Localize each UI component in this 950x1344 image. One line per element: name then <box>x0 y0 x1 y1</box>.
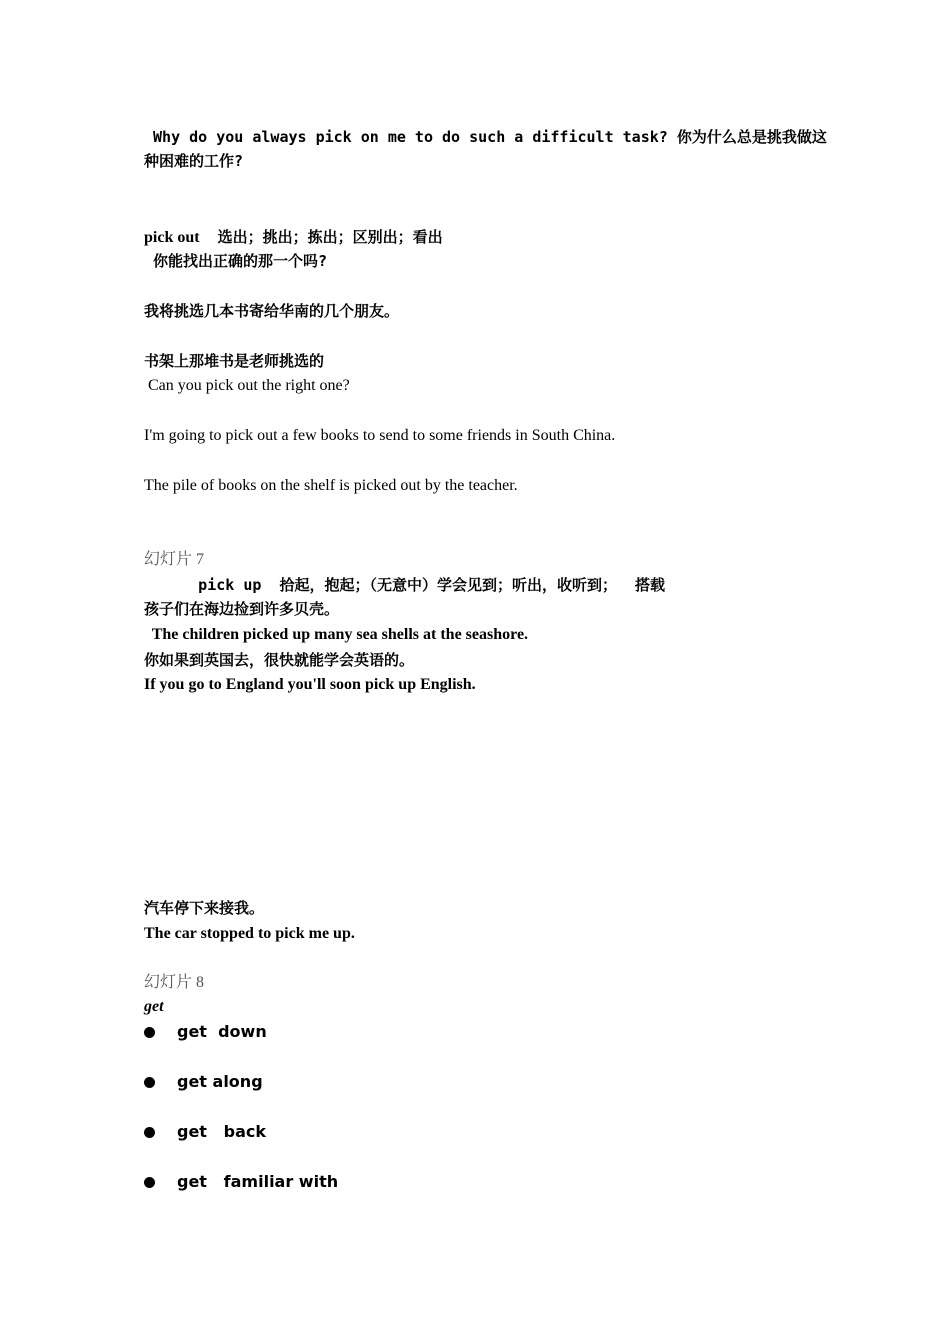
pick-up-example-cn-1: 孩子们在海边捡到许多贝壳。 <box>144 600 340 618</box>
pick-up-example-cn-2: 你如果到英国去，很快就能学会英语的。 <box>144 651 415 669</box>
bullet-label: get familiar with <box>177 1172 339 1191</box>
pick-up-example-en-1: The children picked up many sea shells at the seashore. <box>144 626 529 643</box>
bullet-label: get down <box>177 1022 267 1041</box>
sentence-why-pick-on-me-cont: 种困难的工作? <box>144 152 244 170</box>
slide-8-label: 幻灯片 8 <box>144 974 205 991</box>
bullet-icon <box>144 1027 155 1038</box>
sentence-why-pick-on-me: Why do you always pick on me to do such a difficult task? 你为什么总是挑我做这 <box>144 128 827 146</box>
example-cn-2: 我将挑选几本书寄给华南的几个朋友。 <box>144 302 400 320</box>
pick-up-example-en-2: If you go to England you'll soon pick up English. <box>144 676 476 693</box>
slide-7-label: 幻灯片 7 <box>144 551 205 568</box>
pick-out-definition: 选出；挑出；拣出；区别出；看出 <box>199 228 443 246</box>
pick-out-term: pick out <box>144 229 200 246</box>
bullet-icon <box>144 1127 155 1138</box>
example-en-1: Can you pick out the right one? <box>144 377 350 394</box>
bullet-icon <box>144 1077 155 1088</box>
example-en-3: The pile of books on the shelf is picked out by the teacher. <box>144 477 518 494</box>
example-cn-1: 你能找出正确的那一个吗? <box>144 252 328 270</box>
pick-up-example-cn-3: 汽车停下来接我。 <box>144 899 265 917</box>
example-cn-3: 书架上那堆书是老师挑选的 <box>144 352 325 370</box>
pick-up-example-en-3: The car stopped to pick me up. <box>144 925 355 942</box>
bullet-icon <box>144 1177 155 1188</box>
bullet-label: get back <box>177 1122 267 1141</box>
example-en-2: I'm going to pick out a few books to send to some friends in South China. <box>144 427 616 444</box>
pick-out-heading <box>144 227 443 248</box>
get-heading: get <box>144 998 164 1015</box>
bullet-label: get along <box>177 1072 263 1091</box>
pick-up-heading: pick up 拾起，抱起；（无意中）学会见到；听出，收听到； 搭载 <box>144 576 666 594</box>
